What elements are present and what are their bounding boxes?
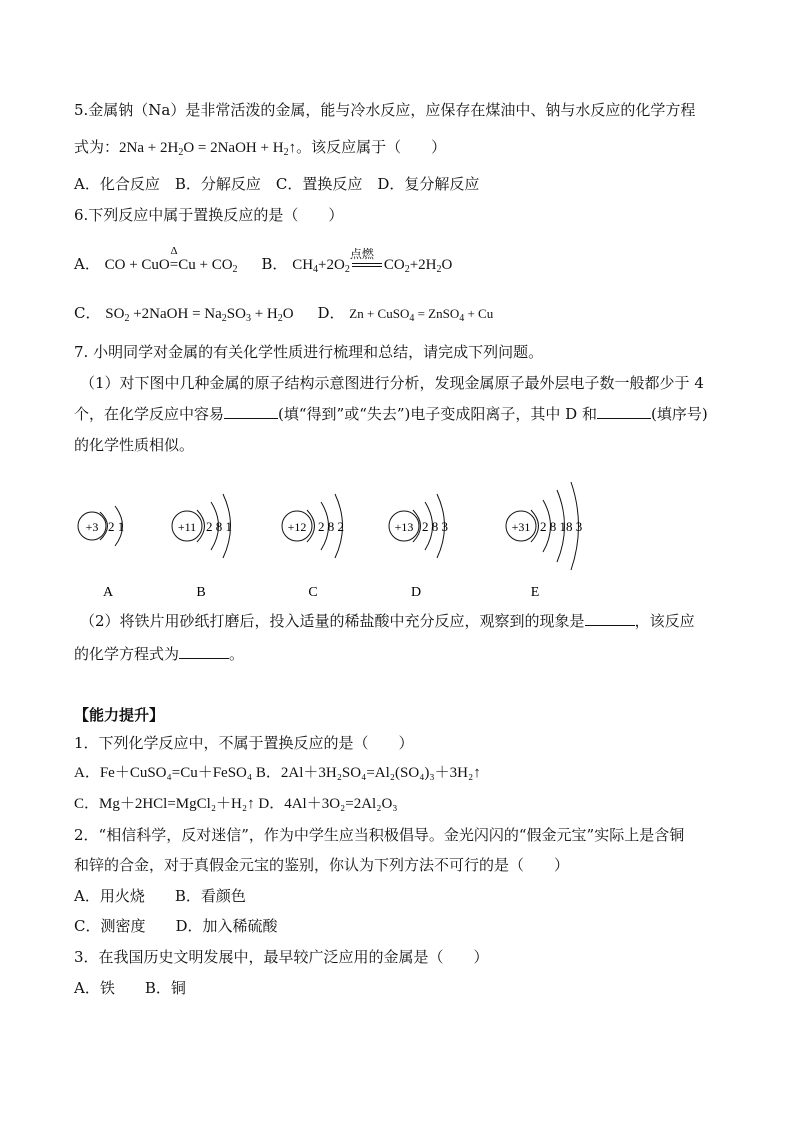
q5-line2-prefix: 式为： (74, 138, 120, 156)
n2-line2: 和锌的合金，对于真假金元宝的鉴别，你认为下列方法不可行的是（ ） (74, 856, 570, 874)
q6-label-b: B． (261, 255, 288, 273)
q7-p1-text-b: (填“得到”或“失去”)电子变成阳离子，其中 D 和 (278, 405, 597, 423)
n1-options-ab: A．Fe＋CuSO₄=Cu＋FeSO₄ B．2Al＋3H₂SO₄=Al₂(SO₄)₃＋3H₂↑ (74, 765, 481, 781)
q6-options-cd (74, 303, 493, 324)
q7-p2-line2 (74, 644, 244, 664)
atom-label-E: E (530, 585, 540, 600)
n2-line1: 2．“相信科学，反对迷信”，作为中学生应当积极倡导。金光闪闪的“假金元宝”实际上是含铜 (74, 826, 685, 844)
q7-p2-line1 (80, 611, 695, 631)
q7-p1-line3: 的化学性质相似。 (74, 436, 195, 454)
electron-shell-arc (307, 510, 315, 542)
section-title: 【能力提升】 (74, 706, 165, 724)
q7-p2-text-c: 的化学方程式为 (74, 645, 180, 663)
q7-p2-text-d: 。 (229, 645, 245, 663)
q7-p1-text-c: (填序号) (650, 405, 708, 423)
q7-p1-text-a: 个，在化学反应中容易 (74, 405, 225, 423)
nucleus-charge-B: +11 (177, 520, 197, 534)
n3-stem: 3．在我国历史文明发展中，最早较广泛应用的金属是（ ） (74, 948, 489, 966)
q5-options: A．化合反应 B．分解反应 C．置换反应 D．复分解反应 (74, 175, 480, 193)
q6-equation-a: CO + CuO Δ $=Cu + CO_2$ (105, 257, 238, 273)
heat-triangle-icon: Δ (170, 245, 178, 257)
electron-counts-D: 2 8 3 (422, 519, 448, 534)
electron-counts-C: 2 8 2 (318, 519, 344, 534)
q6-label-d: D． (317, 304, 345, 322)
q6-stem: 6.下列反应中属于置换反应的是（ ） (74, 206, 344, 224)
q6-label-c: C． (74, 304, 101, 322)
q7-p2-text-a: （2）将铁片用砂纸打磨后，投入适量的稀盐酸中充分反应，观察到的现象是 (80, 612, 585, 630)
n1-stem: 1．下列化学反应中，不属于置换反应的是（ ） (74, 734, 414, 752)
atom-label-C: C (308, 585, 318, 600)
q7-p1-line2 (74, 404, 708, 424)
q5-equation: $2Na + 2H_2O$ = 2NaOH + $H_2↑$ (119, 140, 297, 158)
heat-sign-equals: Δ = (170, 255, 178, 275)
electron-shell-arc (531, 510, 539, 542)
n2-options-ab: A．用火烧 B．看颜色 (74, 887, 246, 905)
atom-label-D: D (410, 585, 422, 600)
n2-options-cd: C．测密度 D．加入稀硫酸 (74, 917, 278, 935)
q6-equation-b: $CH_4+2O_2$ 点燃 $CO_2+2H_2O$ (292, 257, 452, 273)
q6-options-ab (74, 245, 453, 275)
nucleus-charge-E: +31 (511, 520, 531, 534)
q7-p2-text-b: ，该反应 (634, 612, 695, 630)
atom-label-A: A (102, 585, 114, 600)
q6-equation-c: $SO_2$ +2NaOH = $Na_2SO_3 + H_2O$ (105, 306, 294, 324)
answer-blank-1[interactable] (224, 404, 278, 419)
answer-blank-3[interactable] (585, 611, 635, 626)
q6-equation-d: Zn + CuSO$_4$ = ZnSO$_4$ + Cu (349, 306, 494, 324)
q5-line2 (74, 137, 446, 158)
answer-blank-2[interactable] (597, 404, 651, 419)
ignite-condition (349, 246, 382, 270)
nucleus-charge-A: +3 (85, 520, 99, 534)
ignite-label: 点燃 (349, 246, 374, 261)
q7-p1-line1: （1）对下图中几种金属的原子结构示意图进行分析，发现金属原子最外层电子数一般都少于 4 (80, 374, 704, 392)
electron-counts-B: 2 8 1 (206, 519, 232, 534)
electron-shell-arc (197, 510, 205, 542)
nucleus-charge-C: +12 (287, 520, 307, 534)
atom-label-B: B (196, 585, 206, 600)
electron-counts-A: 2 1 (108, 519, 125, 534)
n1-options-cd: C．Mg＋2HCl=MgCl₂＋H₂↑ D．4Al＋3O₂=2Al₂O₃ (74, 796, 398, 812)
q6-label-a: A． (74, 255, 100, 273)
answer-blank-4[interactable] (179, 644, 229, 659)
nucleus-charge-D: +13 (394, 520, 414, 534)
q5-line1: 5.金属钠（Na）是非常活泼的金属，能与冷水反应，应保存在煤油中、钠与水反应的化学方程 (74, 101, 696, 119)
n3-options-ab: A．铁 B．铜 (74, 979, 186, 997)
atom-structure-diagrams (0, 470, 794, 610)
q5-line2-suffix: 。该反应属于（ ） (296, 138, 447, 156)
q7-stem: 7. 小明同学对金属的有关化学性质进行梳理和总结，请完成下列问题。 (74, 343, 544, 361)
electron-counts-E: 2 8 18 3 (540, 519, 583, 534)
